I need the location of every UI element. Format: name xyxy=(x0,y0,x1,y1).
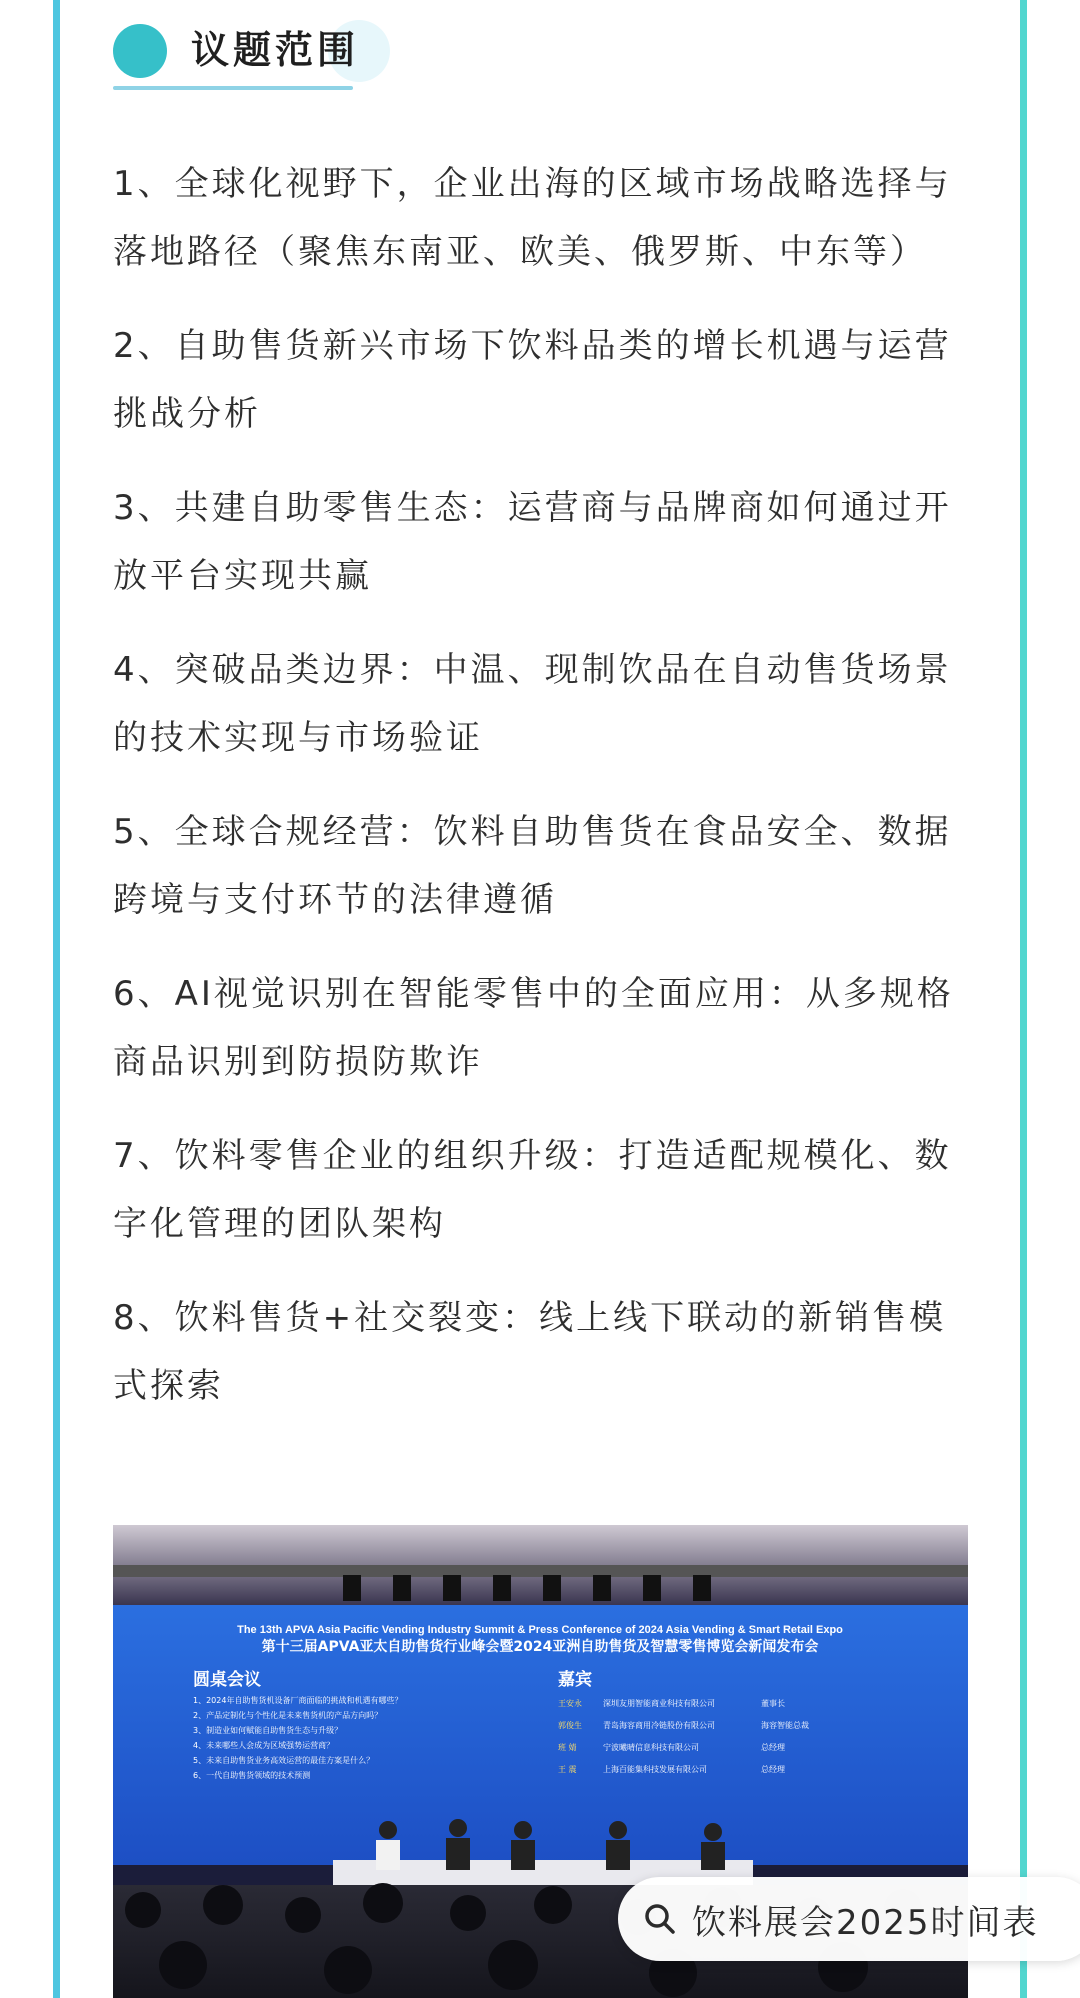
topic-item-6: 6、AI视觉识别在智能零售中的全面应用：从多规格商品识别到防损防欺诈 xyxy=(113,974,954,1082)
search-suggestion-label: 饮料展会2025时间表 xyxy=(692,1902,1039,1943)
guest-role: 海容智能总裁 xyxy=(761,1721,809,1730)
heading-underline xyxy=(113,86,353,90)
guest-org: 宁波曦晴信息科技有限公司 xyxy=(603,1743,699,1752)
topic-item-4: 4、突破品类边界：中温、现制饮品在自动售货场景的技术实现与市场验证 xyxy=(113,650,952,758)
topic-item-7: 7、饮料零售企业的组织升级：打造适配规模化、数字化管理的团队架构 xyxy=(113,1136,952,1244)
guest-name: 班 婧 xyxy=(558,1743,577,1752)
topic-item-1: 1、全球化视野下，企业出海的区域市场战略选择与落地路径（聚焦东南亚、欧美、俄罗斯、中东等） xyxy=(113,164,952,272)
guest-org: 深圳友朋智能商业科技有限公司 xyxy=(603,1699,715,1708)
heading-dot-icon xyxy=(113,24,167,78)
roundtable-item: 6、一代自助售货领域的技术预测 xyxy=(193,1771,311,1780)
roundtable-item: 3、制造业如何赋能自助售货生态与升级？ xyxy=(193,1726,343,1735)
section-heading xyxy=(113,10,363,90)
guest-role: 总经理 xyxy=(761,1743,785,1752)
roundtable-title: 圆桌会议 xyxy=(193,1670,261,1690)
guest-name: 王 震 xyxy=(558,1765,577,1774)
guest-role: 总经理 xyxy=(761,1765,785,1774)
guest-org: 上海百能集科技发展有限公司 xyxy=(603,1765,707,1774)
guest-role: 董事长 xyxy=(761,1699,785,1708)
roundtable-item: 2、产品定制化与个性化是未来售货机的产品方向吗？ xyxy=(193,1711,383,1720)
topic-list xyxy=(113,150,968,1446)
guests-title: 嘉宾 xyxy=(558,1670,592,1690)
topic-item-2: 2、自助售货新兴市场下饮料品类的增长机遇与运营挑战分析 xyxy=(113,326,952,434)
search-suggestion-button[interactable] xyxy=(618,1877,1080,1961)
topic-item-5: 5、全球合规经营：饮料自助售货在食品安全、数据跨境与支付环节的法律遵循 xyxy=(113,812,952,920)
right-border xyxy=(1020,0,1027,1998)
left-border xyxy=(53,0,60,1998)
banner-chinese-text: 第十三届APVA亚太自助售货行业峰会暨2024亚洲自助售货及智慧零售博览会新闻发布会 xyxy=(261,1639,819,1655)
banner-english-text: The 13th APVA Asia Pacific Vending Industry Summit & Press Conference of 2024 Asia Vending & Smart Retail Expo xyxy=(237,1624,843,1636)
guest-name: 王安永 xyxy=(558,1699,582,1708)
guest-name: 郭俊生 xyxy=(558,1721,582,1730)
search-icon xyxy=(640,1899,680,1939)
roundtable-item: 5、未来自助售货业务高效运营的最佳方案是什么？ xyxy=(193,1756,375,1765)
roundtable-item: 1、2024年自助售货机设备厂商面临的挑战和机遇有哪些？ xyxy=(193,1696,403,1705)
topic-item-8: 8、饮料售货+社交裂变：线上线下联动的新销售模式探索 xyxy=(113,1298,947,1406)
guest-org: 青岛海容商用冷链股份有限公司 xyxy=(603,1721,715,1730)
roundtable-item: 4、未来哪些人会成为区域强势运营商？ xyxy=(193,1741,335,1750)
section-title: 议题范围 xyxy=(191,28,360,72)
topic-item-3: 3、共建自助零售生态：运营商与品牌商如何通过开放平台实现共赢 xyxy=(113,488,952,596)
